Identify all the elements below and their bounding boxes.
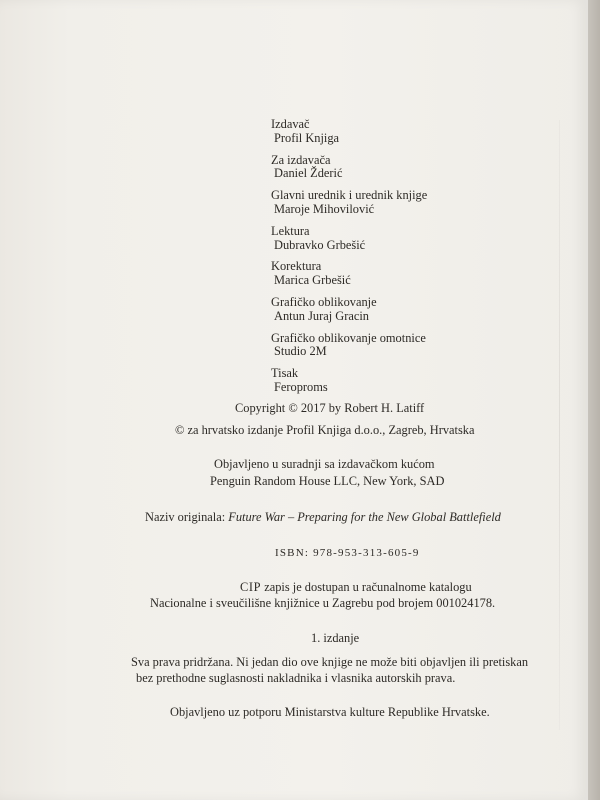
credit-role: Glavni urednik i urednik knjige [271, 188, 428, 203]
credit-role: Grafičko oblikovanje [271, 294, 377, 309]
credit-role: Korektura [271, 259, 322, 274]
credit-name: Antun Juraj Gracin [274, 308, 369, 323]
credit-item [271, 189, 491, 217]
credit-item [271, 154, 491, 182]
credit-name: Dubravko Grbešić [274, 237, 366, 252]
credit-item [271, 332, 491, 360]
publication-line: Penguin Random House LLC, New York, SAD [210, 474, 445, 488]
edition-line: 1. izdanje [311, 631, 360, 645]
credit-role: Za izdavača [271, 152, 331, 167]
credit-item [271, 296, 491, 324]
credit-role: Tisak [271, 366, 299, 381]
show-through-text [255, 34, 425, 38]
cip-line [240, 580, 472, 594]
rights-line: Sva prava pridržana. Ni jedan dio ove knjige ne može biti objavljen ili pretiskan [131, 655, 529, 669]
credit-name: Maroje Mihovilović [274, 201, 375, 216]
publisher-credits [271, 118, 491, 403]
credit-role: Lektura [271, 223, 310, 238]
copyright-line: © za hrvatsko izdanje Profil Knjiga d.o.o., Zagreb, Hrvatska [175, 423, 475, 437]
credit-name: Marica Grbešić [274, 273, 351, 288]
credit-item [271, 118, 491, 146]
credit-item [271, 225, 491, 253]
isbn-line: ISBN: 978-953-313-605-9 [275, 547, 420, 559]
cip-prefix: CIP [240, 580, 262, 594]
credit-name: Daniel Žderić [274, 166, 343, 181]
credit-name: Studio 2M [274, 344, 327, 359]
credit-role: Izdavač [271, 117, 310, 131]
support-line: Objavljeno uz potporu Ministarstva kulture Republike Hrvatske. [170, 705, 490, 719]
original-title-label: Naziv originala: [145, 510, 226, 524]
cip-line: Nacionalne i sveučilišne knjižnice u Zagrebu pod brojem 001024178. [150, 596, 496, 610]
original-title-line [145, 510, 501, 524]
credit-name: Feroproms [274, 379, 328, 394]
cip-text: zapis je dostupan u računalnome katalogu [264, 580, 472, 594]
publication-line: Objavljeno u suradnji sa izdavačkom kućom [214, 457, 435, 471]
credit-item [271, 367, 491, 395]
original-title-text: Future War – Preparing for the New Global Battlefield [228, 510, 501, 524]
credit-name: Profil Knjiga [274, 130, 340, 145]
copyright-line: Copyright © 2017 by Robert H. Latiff [235, 401, 425, 415]
rights-line: bez prethodne suglasnosti nakladnika i vlasnika autorskih prava. [136, 671, 456, 685]
credit-role: Grafičko oblikovanje omotnice [271, 330, 426, 345]
credit-item [271, 260, 491, 288]
page-fold-shadow [559, 120, 560, 730]
